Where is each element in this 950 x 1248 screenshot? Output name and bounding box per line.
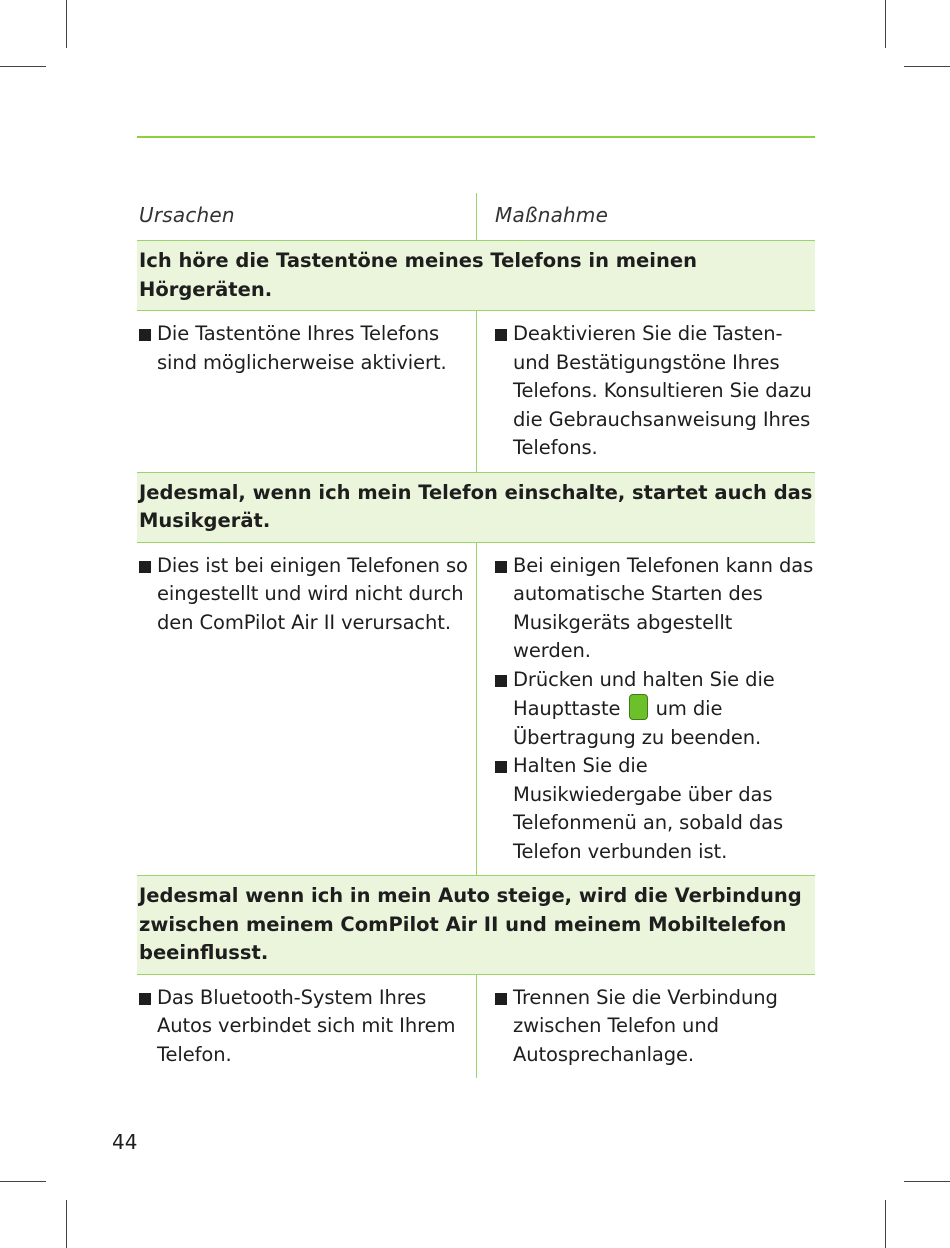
problem-row [137, 311, 815, 472]
bullet-square-icon [495, 329, 507, 341]
causes-list [139, 984, 472, 1070]
action-text: Deaktivieren Sie die Tasten- und Bestätigungstöne Ihres Telefons. Konsultieren Sie dazu die Gebrauchsanweisung Ihres Telefons. [513, 322, 812, 459]
crop-mark-top-left [66, 0, 67, 48]
cause-text: Die Tastentöne Ihres Telefons sind möglicherweise aktiviert. [157, 322, 447, 374]
list-item [495, 666, 815, 753]
bullet-square-icon [495, 993, 507, 1005]
crop-mark-bottom-right [885, 1200, 886, 1248]
crop-mark-bottom-right-h [904, 1181, 950, 1182]
list-item [139, 984, 472, 1070]
column-header-actions: Maßnahme [495, 203, 609, 227]
problem-heading: Jedesmal, wenn ich mein Telefon einschalte, startet auch das Musikgerät. [137, 472, 815, 543]
column-header-causes: Ursachen [139, 203, 235, 227]
bullet-square-icon [495, 761, 507, 773]
list-item [139, 552, 472, 638]
cause-text: Dies ist bei einigen Telefonen so eingestellt und wird nicht durch den ComPilot Air II verursacht. [157, 553, 468, 634]
action-text: Trennen Sie die Verbindung zwischen Telefon und Autosprechanlage. [513, 985, 778, 1066]
column-divider [476, 193, 477, 240]
problem-heading: Ich höre die Tastentöne meines Telefons in meinen Hörgeräten. [137, 240, 815, 311]
troubleshooting-table [137, 193, 815, 1078]
causes-list [139, 552, 472, 638]
actions-cell [477, 543, 815, 876]
action-text: Halten Sie die Musikwiedergabe über das Telefonmenü an, sobald das Telefon verbunden ist. [513, 754, 784, 863]
list-item [495, 984, 815, 1070]
crop-mark-top-left-h [0, 66, 46, 67]
causes-list [139, 320, 472, 377]
actions-cell [477, 311, 815, 472]
list-item [495, 552, 815, 666]
actions-list [495, 552, 815, 867]
actions-list [495, 984, 815, 1070]
list-item [495, 320, 815, 463]
causes-cell [137, 311, 477, 472]
problem-row [137, 543, 815, 876]
list-item [139, 320, 472, 377]
action-text-after: um die Übertragung zu beenden. [513, 697, 762, 749]
top-rule [137, 136, 815, 138]
bullet-square-icon [139, 329, 151, 341]
crop-mark-bottom-left-h [0, 1181, 46, 1182]
causes-cell [137, 975, 477, 1079]
column-headers [137, 193, 815, 240]
bullet-square-icon [495, 561, 507, 573]
crop-mark-top-right [885, 0, 886, 48]
problem-heading: Jedesmal wenn ich in mein Auto steige, wird die Verbindung zwischen meinem ComPilot Air II und meinem Mobiltelefon beeinflusst. [137, 875, 815, 975]
action-text: Bei einigen Telefonen kann das automatische Starten des Musikgeräts abgestellt werden. [513, 553, 814, 662]
problem-row [137, 975, 815, 1079]
list-item [495, 752, 815, 866]
action-text-before: Drücken und halten Sie die Haupttaste [513, 667, 775, 720]
bullet-square-icon [495, 675, 507, 687]
bullet-square-icon [139, 561, 151, 573]
actions-list [495, 320, 815, 463]
bullet-square-icon [139, 993, 151, 1005]
crop-mark-bottom-left [66, 1200, 67, 1248]
crop-mark-top-right-h [904, 66, 950, 67]
cause-text: Das Bluetooth-System Ihres Autos verbindet sich mit Ihrem Telefon. [157, 985, 456, 1066]
causes-cell [137, 543, 477, 876]
actions-cell [477, 975, 815, 1079]
main-button-icon [629, 694, 648, 720]
page-number: 44 [112, 1130, 138, 1154]
